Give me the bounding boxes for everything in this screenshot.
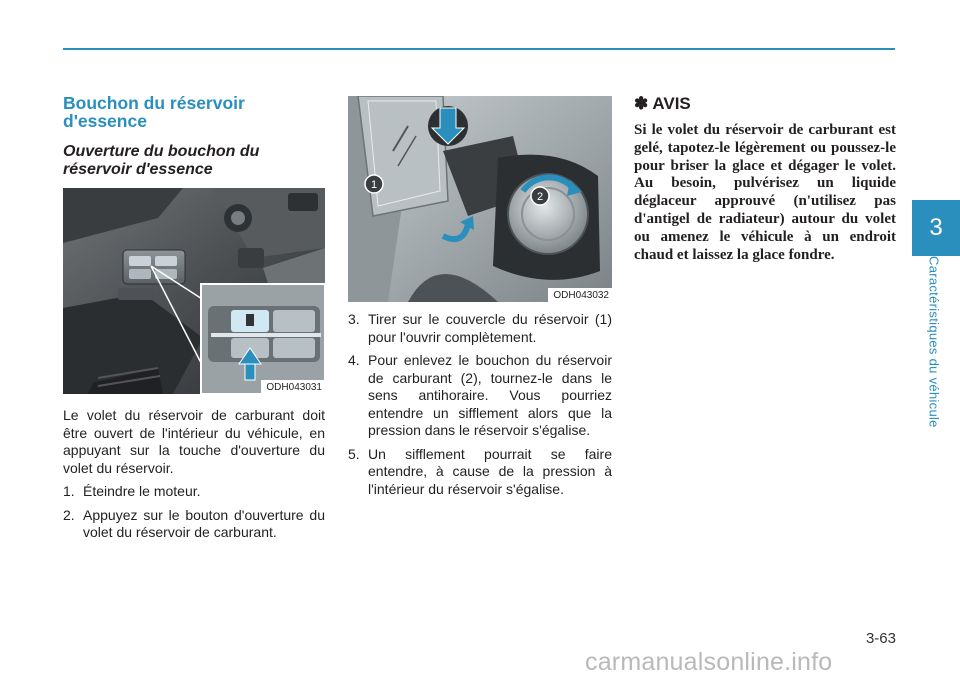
section-title: Bouchon du réservoir d'essence bbox=[63, 93, 245, 131]
notice-text: Si le volet du réservoir de carburant est gelé, tapotez-le légèrement ou poussez-le pour briser la glace et dégager le volet. Au besoin, pulvérisez un liquide déglaceur approuvé (n'utilisez pas d'antigel de radiateur) autour du volet ou amenez le véhicule à un endroit chaud et laissez la glace fondre. bbox=[634, 122, 896, 263]
section-subtitle: Ouverture du bouchon du réservoir d'essence bbox=[63, 143, 260, 178]
steps-list-1 bbox=[63, 483, 325, 542]
step-number: 1. bbox=[63, 483, 75, 499]
chapter-number: 3 bbox=[929, 214, 943, 241]
step-text: Appuyez sur le bouton d'ouverture du volet du réservoir de carburant. bbox=[83, 506, 325, 540]
step-text: Tirer sur le couvercle du réservoir (1) pour l'ouvrir complètement. bbox=[368, 311, 612, 345]
chapter-label: Caractéristiques du véhicule bbox=[926, 256, 942, 428]
dashboard-illustration bbox=[63, 188, 325, 394]
list-item bbox=[348, 311, 612, 346]
list-item bbox=[63, 507, 325, 542]
step-number: 2. bbox=[63, 506, 75, 523]
header-rule bbox=[63, 48, 895, 50]
step-number: 5. bbox=[348, 445, 360, 462]
column-right bbox=[634, 94, 896, 264]
page-number: 3-63 bbox=[865, 630, 896, 647]
figure-fuel-door-button bbox=[63, 188, 325, 394]
intro-paragraph: Le volet du réservoir de carburant doit être ouvert de l'intérieur du véhicule, en appuyant sur la touche d'ouverture du volet du réservoir. bbox=[63, 407, 325, 476]
watermark: carmanualsonline.info bbox=[585, 648, 833, 676]
list-item bbox=[63, 483, 325, 501]
figure-code: ODH043031 bbox=[261, 380, 325, 394]
step-number: 4. bbox=[348, 352, 360, 368]
notice-title bbox=[634, 94, 896, 114]
figure-code: ODH043032 bbox=[548, 288, 612, 302]
column-left bbox=[63, 94, 325, 548]
notice-icon: ✽ bbox=[634, 94, 649, 113]
list-item bbox=[348, 352, 612, 440]
step-text: Éteindre le moteur. bbox=[83, 483, 201, 499]
callout-1: 1 bbox=[370, 179, 378, 191]
step-text: Pour enlevez le bouchon du réservoir de carburant (2), tournez-le dans le sens antihoraire. Vous pourriez entendre un sifflement alors que la pression dans le réservoir s'égalise. bbox=[368, 352, 612, 438]
steps-list-2 bbox=[348, 311, 612, 498]
step-number: 3. bbox=[348, 311, 360, 327]
fuel-door-illustration bbox=[348, 96, 612, 302]
chapter-tab bbox=[912, 200, 960, 256]
list-item bbox=[348, 446, 612, 499]
figure-fuel-cap bbox=[348, 96, 612, 302]
step-text: Un sifflement pourrait se faire entendre, à cause de la pression à l'intérieur du réservoir s'égalise. bbox=[368, 445, 612, 497]
column-middle bbox=[348, 96, 612, 504]
callout-2: 2 bbox=[536, 191, 544, 203]
notice-title-text: AVIS bbox=[652, 94, 691, 113]
